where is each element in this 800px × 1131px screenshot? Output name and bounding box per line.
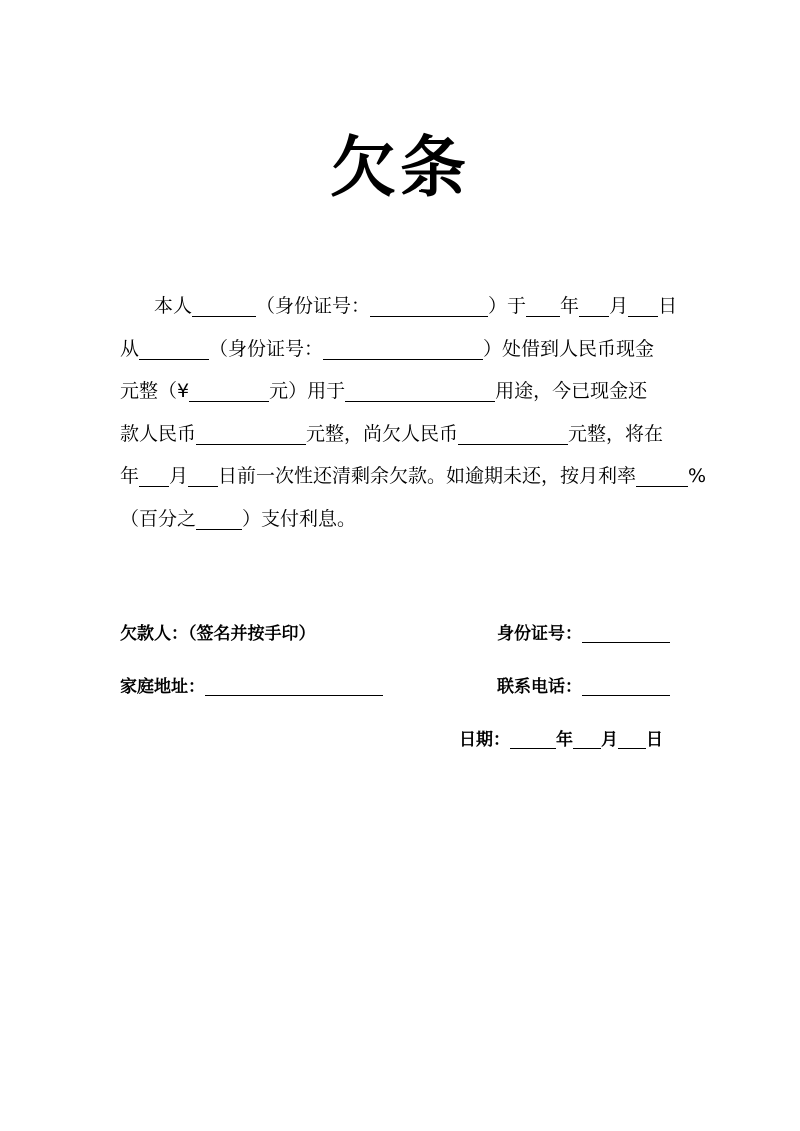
borrower-id-blank[interactable] [370,295,488,317]
date-month-label: 月 [601,730,618,750]
text-segment: 用途，今已现金还 [495,380,648,402]
body-line-6 [120,498,700,541]
date-label: 日期： [459,730,510,750]
text-segment: （身份证号： [209,337,324,360]
text-segment: % [688,465,707,487]
borrow-year-blank[interactable] [526,295,560,317]
due-day-blank[interactable] [188,465,218,487]
text-segment: ）处借到人民币现金 [483,337,655,360]
repaid-amount-blank[interactable] [196,423,306,445]
debtor-signature [120,622,316,646]
text-segment: 月 [609,295,629,317]
text-segment: 元）用于 [269,380,346,402]
id-label: 身份证号： [497,624,582,644]
borrow-day-blank[interactable] [628,295,658,317]
purpose-blank[interactable] [345,380,495,402]
text-segment: 月 [169,465,189,487]
text-segment: 年 [560,295,580,317]
date-field [459,728,663,752]
text-segment: 元整（¥ [120,380,190,402]
borrow-month-blank[interactable] [579,295,609,317]
text-segment: ）于 [488,295,527,317]
date-year-label: 年 [556,730,573,750]
monthly-rate-blank[interactable] [636,465,688,487]
phone-blank[interactable] [582,677,670,696]
debtor-label: 欠款人：（签名并按手印） [120,624,316,644]
date-month-blank[interactable] [573,730,601,749]
address-field [120,675,383,699]
phone-field [497,675,670,699]
document-title: 欠条 [330,129,470,206]
text-segment: 款人民币 [120,422,197,445]
body-line-4 [120,413,700,456]
text-segment: ）支付利息。 [242,507,357,530]
text-segment: 元整，尚欠人民币 [306,422,459,445]
id-number-blank[interactable] [582,624,670,643]
date-year-blank[interactable] [510,730,556,749]
text-segment: 本人 [154,295,193,317]
text-segment: 元整，将在 [568,422,664,445]
address-label: 家庭地址： [120,677,205,697]
lender-id-blank[interactable] [323,338,483,360]
body-line-5 [120,455,707,498]
text-segment: 日前一次性还清剩余欠款。如逾期未还，按月利率 [218,465,637,487]
due-month-blank[interactable] [139,465,169,487]
lender-name-blank[interactable] [139,338,209,360]
amount-numeric-blank[interactable] [189,380,269,402]
text-segment: 年 [120,465,140,487]
phone-label: 联系电话： [497,677,582,697]
text-segment: （百分之 [120,507,197,530]
text-segment: 从 [120,337,140,360]
date-day-label: 日 [646,730,663,750]
date-day-blank[interactable] [618,730,646,749]
text-segment: （身份证号： [256,295,371,317]
id-number-field [497,622,670,646]
rate-words-blank[interactable] [196,508,242,530]
address-blank[interactable] [205,677,383,696]
body-line-1 [120,285,700,328]
text-segment: 日 [658,295,678,317]
body-line-3 [120,370,700,413]
borrower-name-blank[interactable] [192,295,256,317]
owed-amount-blank[interactable] [458,423,568,445]
iou-body [120,285,707,540]
body-line-2 [120,328,700,371]
